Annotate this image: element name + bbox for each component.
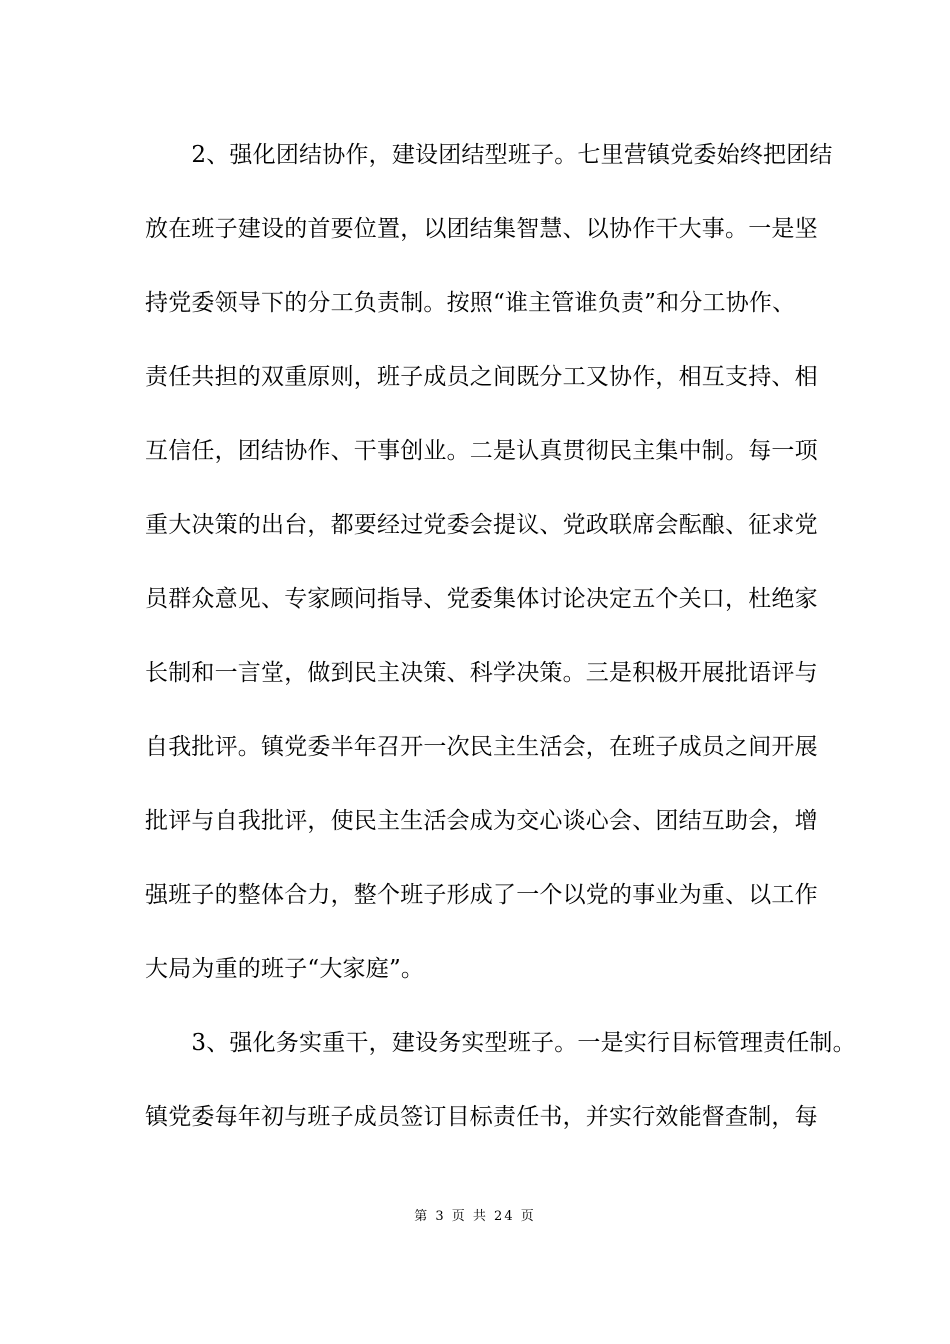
text-line: 互信任，团结协作、干事创业。二是认真贯彻民主集中制。每一项 [145, 438, 818, 464]
text-line: 员群众意见、专家顾问指导、党委集体讨论决定五个关口，杜绝家 [145, 586, 818, 612]
text-line: 大局为重的班子“大家庭”。 [145, 956, 425, 982]
text-line: 批评与自我批评，使民主生活会成为交心谈心会、团结互助会，增 [145, 808, 818, 834]
text-line: 责任共担的双重原则，班子成员之间既分工又协作，相互支持、相 [145, 364, 818, 390]
page-number: 第 3 页 共 24 页 [414, 1209, 536, 1224]
text-line: 3、强化务实重干，建设务实型班子。一是实行目标管理责任制。 [145, 1030, 856, 1056]
text-line: 长制和一言堂，做到民主决策、科学决策。三是积极开展批语评与 [145, 660, 818, 686]
text-line: 镇党委每年初与班子成员签订目标责任书，并实行效能督查制，每 [145, 1104, 818, 1130]
text-line: 放在班子建设的首要位置，以团结集智慧、以协作干大事。一是坚 [145, 216, 818, 242]
text-line: 重大决策的出台，都要经过党委会提议、党政联席会酝酿、征求党 [145, 512, 818, 538]
text-line: 强班子的整体合力，整个班子形成了一个以党的事业为重、以工作 [145, 882, 818, 908]
text-line: 自我批评。镇党委半年召开一次民主生活会，在班子成员之间开展 [145, 734, 818, 760]
text-line: 持党委领导下的分工负责制。按照“谁主管谁负责”和分工协作、 [145, 290, 796, 316]
text-line: 2、强化团结协作，建设团结型班子。七里营镇党委始终把团结 [145, 142, 833, 168]
